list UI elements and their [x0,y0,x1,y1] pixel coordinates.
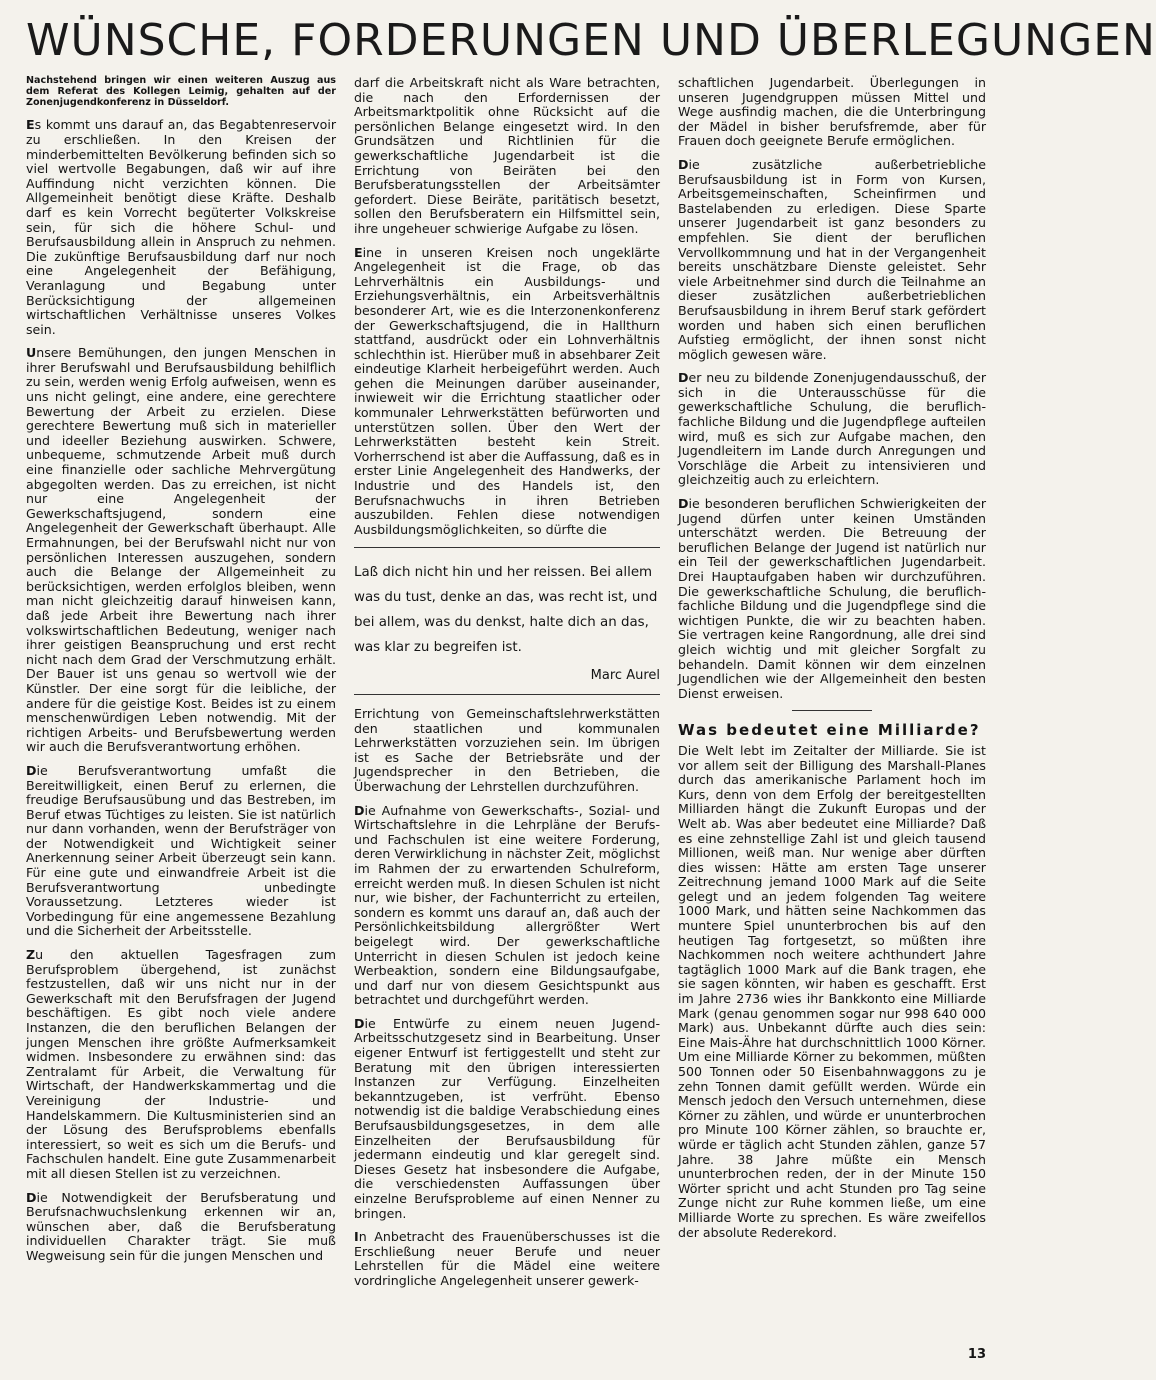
paragraph-text: nsere Bemühungen, den jungen Menschen in ihrer Berufswahl und Berufsausbildung behilflich zu sein, werden wenig Erfolg aufweisen, wenn es uns nicht gelingt, eine andere, eine gerechtere Bewertung der Arbeit zu erzielen. Diese gerechtere Bewertung muß sich in materieller und ideeller Beziehung auswirken. Schwere, unbequeme, schmutzende Arbeit muß durch eine finanzielle oder sachliche Mehrvergütung abgegolten werden. Das zu erreichen, ist nicht nur eine Angelegenheit der Gewerkschaftsjugend, sondern eine Angelegenheit der Gewerkschaft überhaupt. Alle Ermahnungen, bei der Berufswahl nicht nur von persönlichen Interessen auszugehen, sondern auch die Belange der Allgemeinheit zu berücksichtigen, werden erfolglos bleiben, wenn man nicht gleichzeitig darauf hinweisen kann, daß jede Arbeit ihre Bewertung nach ihrer volkswirtschaftlichen Bedeutung, weniger nach ihrer geistigen Beanspruchung und erst recht nicht nach dem Grad der Verschmutzung erhält. Der Bauer ist uns genau so wertvoll wie der Künstler. Der eine sorgt für die leibliche, der andere für die geistige Kost. Beides ist zu einem menschenwürdigen Leben notwendig. Mit der richtigen Arbeits- und Berufsbewertung werden wir auch die Berufsverantwortung erhöhen. [26,345,336,755]
article-paragraph [354,1017,660,1221]
article-column-3 [678,76,986,1249]
paragraph-initial: D [354,1015,365,1031]
paragraph-initial: E [354,244,363,260]
paragraph-text: ie Aufnahme von Gewerkschafts-, Sozial- und Wirtschaftslehre in die Lehrpläne der Berufs- und Fachschulen ist eine weitere Forderung, deren Verwirklichung in nächster Zeit, möglichst im Rahmen der zu erwartenden Schulreform, erreicht werden muß. In diesen Schulen ist nicht nur, wie bisher, der Fachunterricht zu erteilen, sondern es kommt uns darauf an, daß auch der Persönlichkeitsbildung allergrößter Wert beigelegt wird. Der gewerkschaftliche Unterricht in diesen Schulen ist jedoch keine Werbeaktion, sondern eine Bildungsaufgabe, und darf nur von diesem Gesichtspunkt aus betrachtet und durchgeführt werden. [354,802,660,1008]
paragraph-text: ie zusätzliche außerbetriebliche Berufsausbildung ist in Form von Kursen, Arbeitsgemeinschaften, Scheinfirmen und Bastelabenden zu erledigen. Diese Sparte unserer Jugendarbeit ist ganz besonders zu empfehlen. Sie dient der beruflichen Vervollkommnung und hat in der Vergangenheit bereits unschätzbare Dienste geleistet. Sehr viele Arbeitnehmer sind durch die Teilnahme an dieser zusätzlichen außerbetrieblichen Berufsausbildung in ihrem Beruf stark gefördert worden und haben sich einen beruflichen Aufstieg ermöglicht, der ihnen sonst nicht möglich gewesen wäre. [678,156,986,362]
paragraph-text: schaftlichen Jugendarbeit. Überlegungen in unseren Jugendgruppen müssen Mittel und Wege ausfindig machen, die die Unterbringung der Mädel in bisher berufsfremde, aber für Frauen doch geeignete Berufe ermöglichen. [678,75,986,149]
paragraph-initial: D [678,496,689,512]
article-paragraph [354,246,660,538]
article-paragraph [678,371,986,488]
article-paragraph [26,118,336,337]
quote-text: Laß dich nicht hin und her reissen. Bei allem was du tust, denke an das, was recht ist, und bei allem, was du denkst, halte dich an das, was klar zu begreifen ist. [354,565,658,656]
paragraph-text: ie Entwürfe zu einem neuen Jugend-Arbeitsschutzgesetz sind in Bearbeitung. Unser eigener Entwurf ist fertiggestellt und steht zur Beratung mit den übrigen interessierten Instanzen zur Verfügung. Einzelheiten bekanntzugeben, ist verfrüht. Ebenso notwendig ist die baldige Verabschiedung eines Berufsausbildungsgesetzes, in dem alle Einzelheiten der Berufsausbildung für jedermann eindeutig und klar geregelt sind. Dieses Gesetz hat insbesondere die Aufgabe, die verschiedensten Auffassungen über einzelne Berufsprobleme auf einen Nenner zu bringen. [354,1015,660,1221]
article-paragraph [26,764,336,939]
paragraph-text: u den aktuellen Tagesfragen zum Berufsproblem übergehend, ist zunächst festzustellen, daß wir uns nicht nur in der Gewerkschaft mit den Berufsfragen der Jugend beschäftigen. Es gibt noch viele andere Instanzen, die den beruflichen Belangen der jungen Menschen ihre größte Aufmerksamkeit widmen. Insbesondere zu erwähnen sind: das Zentralamt für Arbeit, die Verwaltung für Wirtschaft, der Handwerkskammertag und die Vereinigung der Industrie- und Handelskammern. Die Kultusministerien sind an der Lösung des Berufsproblems ebenfalls interessiert, so weit es sich um die Berufs- und Fachschulen handelt. Eine gute Zusammenarbeit mit all diesen Stellen ist zu verzeichnen. [26,947,336,1181]
article-paragraph [354,804,660,1008]
quote-bottom-rule [354,694,660,695]
article-paragraph [678,497,986,701]
paragraph-text: ie Notwendigkeit der Berufsberatung und Berufsnachwuchslenkung erkennen wir an, wünschen aber, daß die Berufsberatung individuellen Charakter trägt. Sie muß Wegweisung sein für die jungen Menschen und [26,1189,336,1263]
paragraph-text: ie Berufsverantwortung umfaßt die Bereitwilligkeit, einen Beruf zu erlernen, die freudige Berufsausübung und das Bestreben, im Beruf etwas Tüchtiges zu leisten. Sie ist natürlich nur dann vorhanden, wenn der Berufsträger von der Notwendigkeit und Wichtigkeit seiner Anerkennung seiner Arbeit überzeugt sein kann. Für eine gute und einwandfreie Arbeit ist die Berufsverantwortung unbedingte Voraussetzung. Letzteres wieder ist Vorbedingung für eine angemessene Bezahlung und die Sicherheit der Arbeitsstelle. [26,762,336,939]
page-number: 13 [967,1347,986,1362]
article-paragraph [354,707,660,795]
paragraph-text: s kommt uns darauf an, das Begabtenreservoir zu erschließen. In den Kreisen der minderbemittelten Bevölkerung befinden sich so viel wertvolle Begabungen, daß wir auf ihre Auffindung nicht verzichten können. Die Allgemeinheit benötigt diese Kräfte. Deshalb darf es kein Vorrecht begüterter Volkskreise sein, für sich die höhere Schul- und Berufsausbildung allein in Anspruch zu nehmen. Die zukünftige Berufsausbildung darf nur noch eine Angelegenheit der Befähigung, Veranlagung und Begabung unter Berücksichtigung der allgemeinen wirtschaftlichen Verhältnisse unseres Volkes sein. [26,117,336,337]
article-paragraph [678,158,986,362]
intro-paragraph: Nachstehend bringen wir einen weiteren Auszug aus dem Referat des Kollegen Leimig, gehalten auf der Zonenjugendkonferenz in Düsseldorf. [26,75,336,108]
paragraph-text: ie besonderen beruflichen Schwierigkeiten der Jugend dürfen unter keinen Umständen unterschätzt werden. Die Betreuung der beruflichen Belange der Jugend ist natürlich nur ein Teil der gewerkschaftlichen Jugendarbeit. Drei Hauptaufgaben haben wir durchzuführen. Die gewerkschaftliche Schulung, die beruflich-fachliche Bildung und die Jugendpflege sind die wichtigen Punkte, die wir zu beachten haben. Sie vertragen keine Rangordnung, alle drei sind gleich wichtig und mit gleicher Sorgfalt zu behandeln. Damit können wir dem einzelnen Jugendlichen wie der Allgemeinheit den besten Dienst erweisen. [678,496,986,701]
article-paragraph [26,948,336,1182]
sidebar-paragraph: Die Welt lebt im Zeitalter der Milliarde. Sie ist vor allem seit der Billigung des Marshall-Planes durch das amerikanische Parlament hoch im Kurs, denn von dem Erfolg der bereitgestellten Milliarden hängt die Zukunft Europas und der Welt ab. Was aber bedeutet eine Milliarde? Daß es eine zehnstellige Zahl ist und gleich tausend Millionen, weiß man. Nur wenige aber dürften dies wissen: Hätte am ersten Tage unserer Zeitrechnung jemand 1000 Mark auf die Seite gelegt und an jedem folgenden Tag weitere 1000 Mark, und hätten seine Nachkommen das muntere Spiel ununterbrochen bis auf den heutigen Tag fortgesetzt, so müßten ihre Nachkommen noch weitere achthundert Jahre tagtäglich 1000 Mark auf die Bank tragen, ehe sie sagen könnten, wir haben es geschafft. Erst im Jahre 2736 wies ihr Bankkonto eine Milliarde Mark (genau genommen sogar nur 998 640 000 Mark) aus. Unbekannt dürfte auch dies sein: Eine Mais-Ähre hat durchschnittlich 1000 Körner. Um eine Milliarde Körner zu bekommen, müßten 500 Tonnen oder 50 Eisenbahnwaggons zu je zehn Tonnen damit gefüllt werden. Würde ein Mensch jedoch den Versuch unternehmen, diese Körner zu zählen, und würde er ununterbrochen pro Minute 100 Körner zählen, so brauchte er, würde er täglich acht Stunden zählen, ganze 57 Jahre. 38 Jahre müßte ein Mensch ununterbrochen reden, der in der Minute 150 Wörter spricht und acht Stunden pro Tag seine Zunge nicht zur Ruhe kommen ließe, um eine Milliarde Worte zu sprechen. Es wäre zweifellos der absolute Rederekord. [678,742,986,1240]
paragraph-initial: D [678,156,689,172]
paragraph-initial: Z [26,947,36,963]
paragraph-initial: U [26,345,37,361]
paragraph-text: Errichtung von Gemeinschaftslehrwerkstätten den staatlichen und kommunalen Lehrwerkstätten vorzuziehen sein. Im übrigen ist es Sache der Betriebsräte und der Jugendsprecher in den Betrieben, die Überwachung der Lehrstellen durchzuführen. [354,706,660,794]
quote-box [354,560,660,684]
page-headline: WÜNSCHE, FORDERUNGEN UND ÜBERLEGUNGEN [26,15,1156,66]
paragraph-initial: I [354,1229,359,1245]
quote-top-rule [354,547,660,548]
paragraph-initial: E [26,117,35,133]
article-paragraph [354,1230,660,1288]
paragraph-text: er neu zu bildende Zonenjugendausschuß, der sich in die Unterausschüsse für die gewerkschaftliche Schulung, die beruflich-fachliche Bildung und die Jugendpflege aufteilen wird, muß es sich zur Aufgabe machen, den Jugendleitern im Lande durch Anregungen und Vorschläge die Arbeit zu intensivieren und gleichzeitig auch zu erleichtern. [678,370,986,488]
paragraph-initial: D [354,802,365,818]
paragraph-text: n Anbetracht des Frauenüberschusses ist die Erschließung neuer Berufe und neuer Lehrstellen für die Mädel eine weitere vordringliche Angelegenheit unserer gewerk- [354,1229,660,1288]
article-column-1 [26,76,336,1273]
article-paragraph [678,76,986,149]
quote-author: Marc Aurel [590,668,660,684]
paragraph-initial: D [26,762,37,778]
article-paragraph [354,76,660,237]
section-divider [792,710,872,711]
article-paragraph [26,346,336,755]
paragraph-text: ine in unseren Kreisen noch ungeklärte Angelegenheit ist die Frage, ob das Lehrverhältnis ein Ausbildungs- und Erziehungsverhältnis, ein Arbeitsverhältnis besonderer Art, wie es die Interzonenkonferenz der Gewerkschaftsjugend, die in Hallthurn stattfand, ausdrückt oder ein Lohnverhältnis schlechthin ist. Hierüber muß in absehbarer Zeit eindeutige Klarheit herbeigeführt werden. Auch gehen die Meinungen darüber auseinander, inwieweit wir die Errichtung staatlicher oder kommunaler Lehrwerkstätten befürworten und unterstützen sollen. Über den Wert der Lehrwerkstätten besteht kein Streit. Vorherrschend ist aber die Auffassung, daß es in erster Linie Angelegenheit des Handwerks, der Industrie und des Handels ist, den Berufsnachwuchs in ihren Betrieben auszubilden. Fehlen diese notwendigen Ausbildungsmöglichkeiten, so dürfte die [354,244,660,537]
paragraph-initial: D [26,1189,37,1205]
sidebar-title: Was bedeutet eine Milliarde? [678,721,981,740]
paragraph-text: darf die Arbeitskraft nicht als Ware betrachten, die nach den Erfordernissen der Arbeitsmarktpolitik ohne Rücksicht auf die persönlichen Belange eingesetzt wird. In den Grundsätzen und Richtlinien für die gewerkschaftliche Jugendarbeit ist die Errichtung von Beiräten bei den Berufsberatungsstellen der Arbeitsämter gefordert. Diese Beiräte, paritätisch besetzt, sollen den Berufsberatern ein Hilfsmittel sein, ihre ungeheuer schwierige Aufgabe zu lösen. [354,75,660,236]
article-paragraph [26,1191,336,1264]
article-column-2 [354,76,660,1298]
paragraph-initial: D [678,370,689,386]
